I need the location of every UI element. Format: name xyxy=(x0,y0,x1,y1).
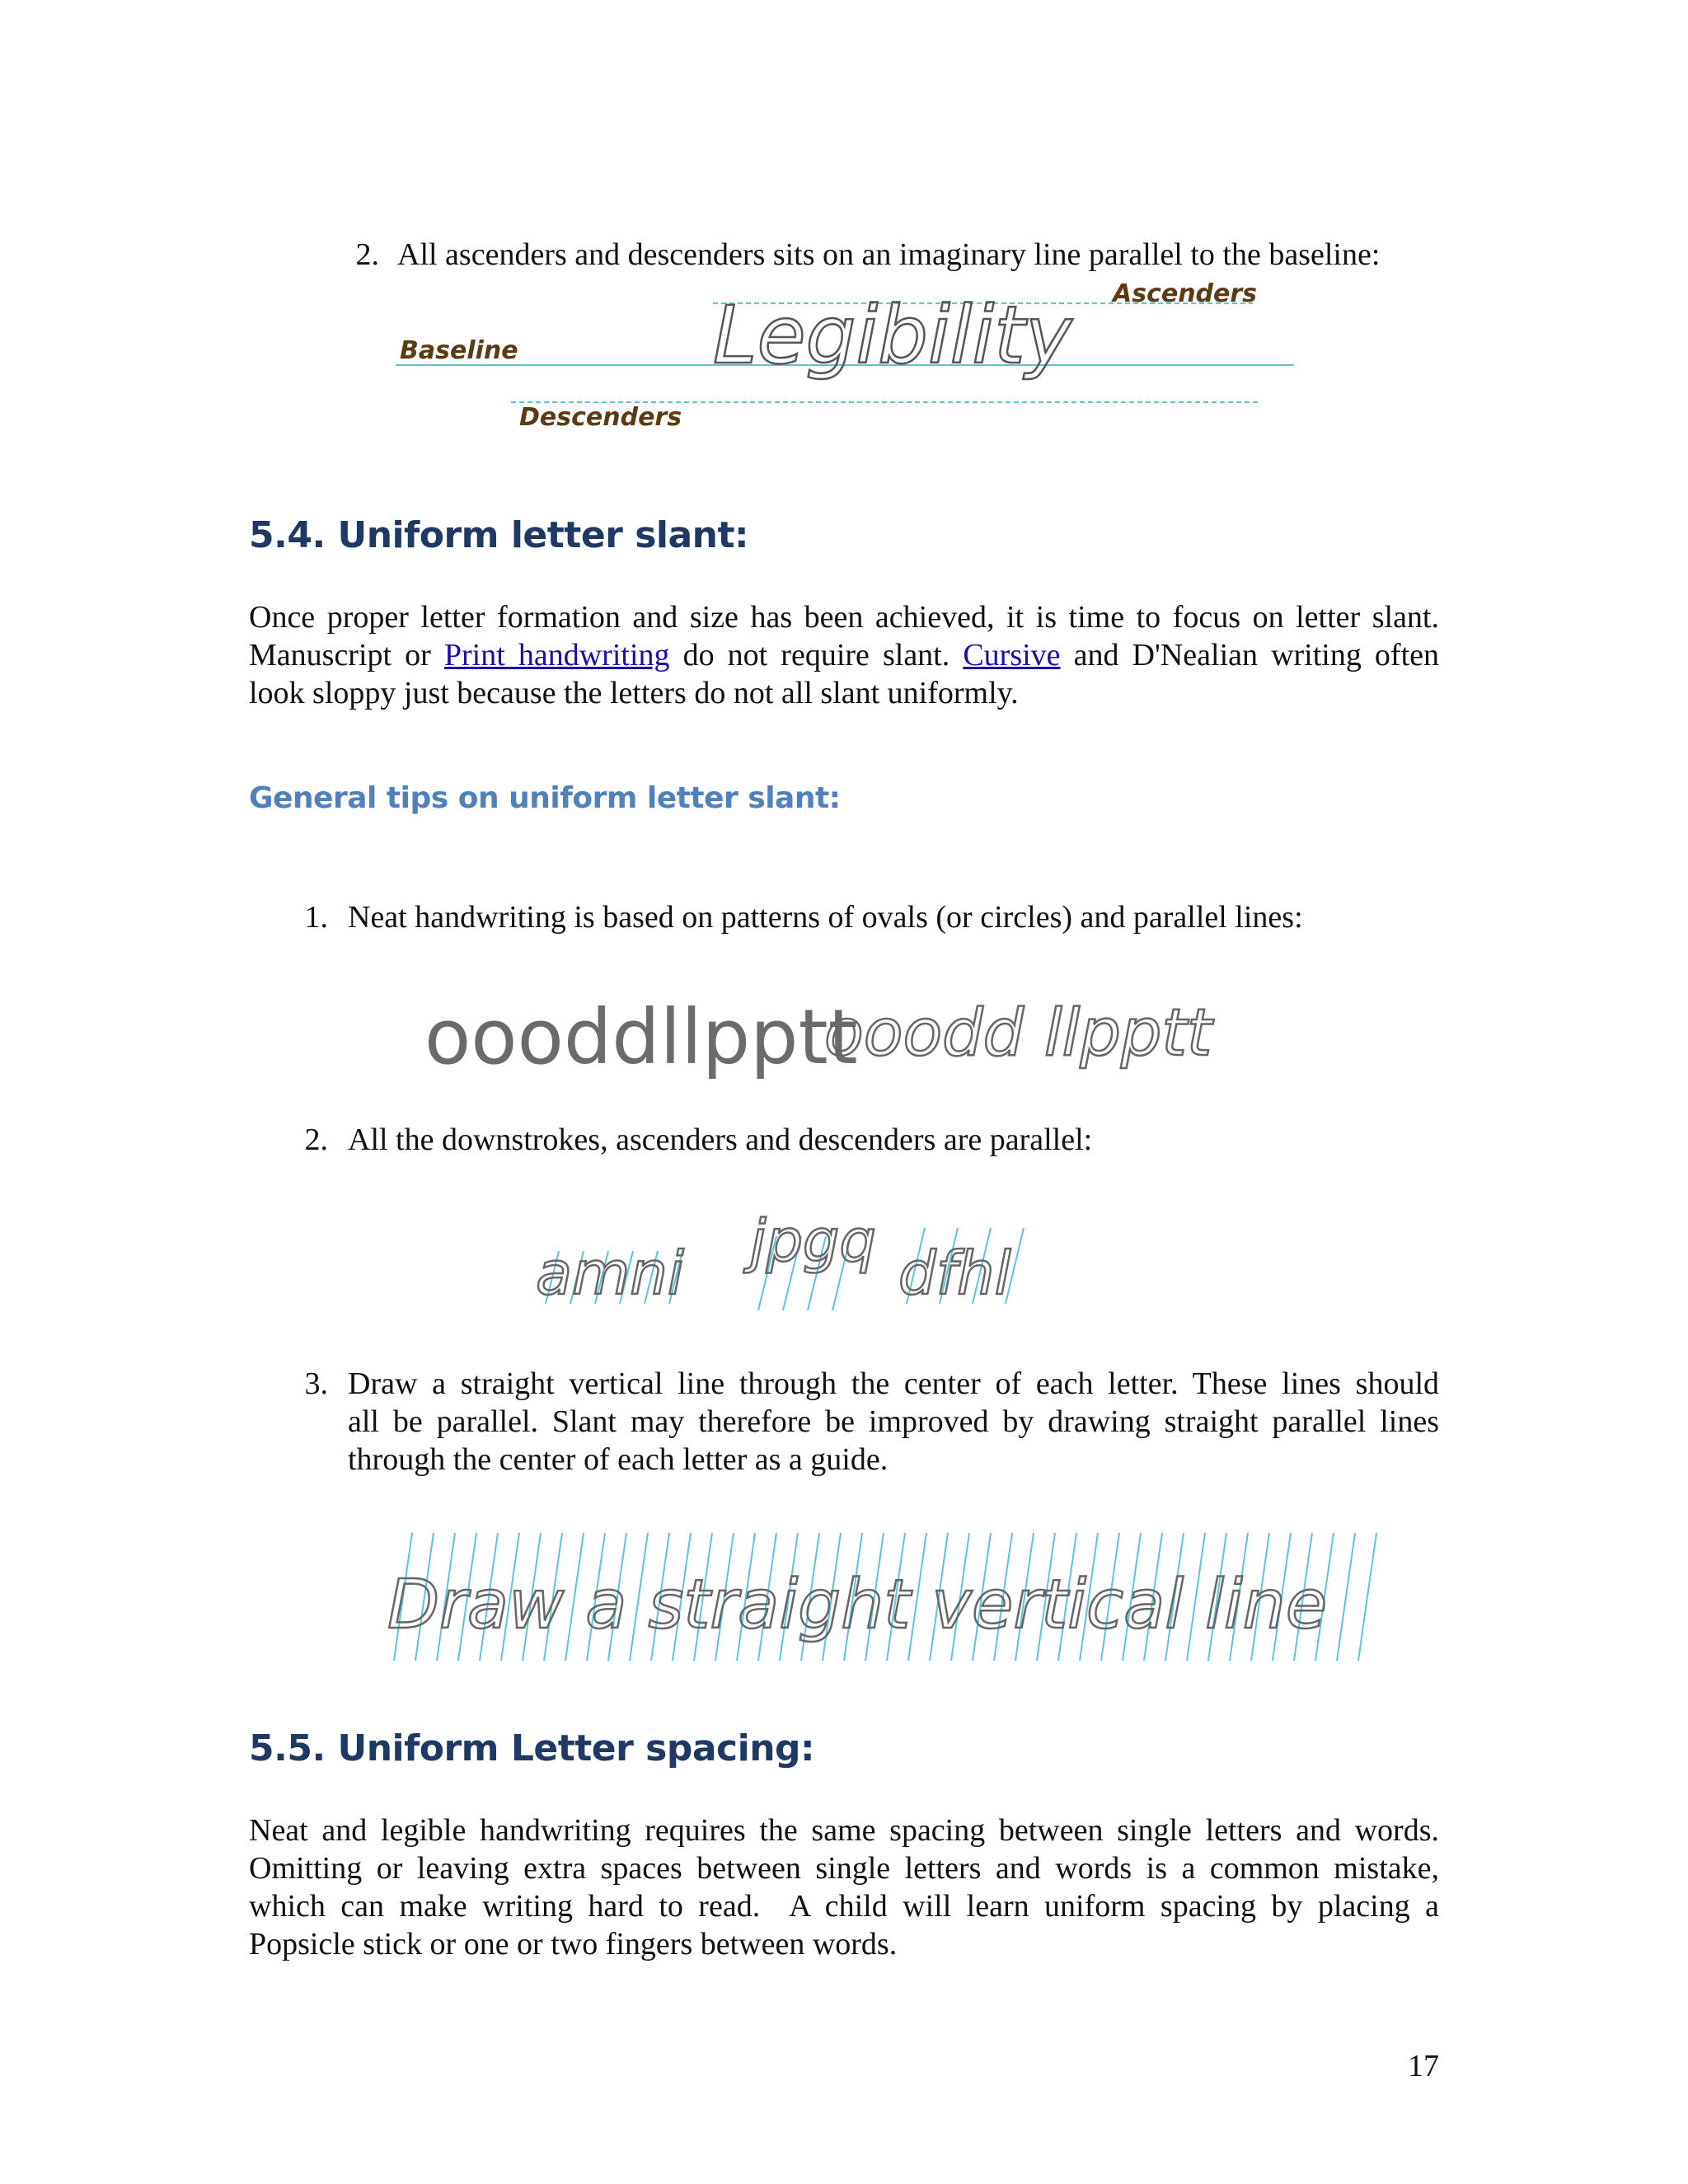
legibility-diagram xyxy=(387,272,1311,445)
list-number: 2. xyxy=(355,237,379,272)
paragraph-line: look sloppy just because the letters do not all slant uniformly. xyxy=(249,676,1019,710)
print-letters: oooddllpptt xyxy=(424,993,858,1081)
tip-number: 3. xyxy=(304,1366,328,1401)
subheading-tips: General tips on uniform letter slant: xyxy=(249,781,841,815)
text-fragment: Manuscript or xyxy=(249,638,444,673)
slant-guide-line xyxy=(1358,1533,1376,1661)
page-number: 17 xyxy=(1408,2049,1439,2083)
slant-diagram xyxy=(379,1525,1418,1673)
label-baseline: Baseline xyxy=(400,336,518,365)
slant-sample-text: Draw a straight vertical line xyxy=(387,1566,1328,1644)
figure-parallel xyxy=(511,1187,1170,1327)
paragraph-line: Omitting or leaving extra spaces between single letters and words is a common mistake, xyxy=(249,1851,1439,1886)
paragraph-slant xyxy=(249,598,1439,712)
tip-line: Draw a straight vertical line through the center of each letter. These lines should xyxy=(348,1366,1439,1401)
cursive-link[interactable]: Cursive xyxy=(963,638,1061,673)
paragraph-line: which can make writing hard to read. A child will learn uniform spacing by placing a xyxy=(249,1889,1439,1924)
paragraph-line: Neat and legible handwriting requires the same spacing between single letters and words. xyxy=(249,1813,1439,1848)
paragraph-line: Once proper letter formation and size has been achieved, it is time to focus on letter slant. xyxy=(249,600,1439,635)
ovals-diagram xyxy=(412,972,1286,1096)
paragraph-spacing xyxy=(249,1811,1439,1963)
tip-number: 2. xyxy=(304,1122,328,1157)
label-descenders: Descenders xyxy=(519,403,682,432)
paragraph-line xyxy=(249,636,1439,674)
paragraph-line: Popsicle stick or one or two fingers between words. xyxy=(249,1927,898,1961)
list-text: All ascenders and descenders sits on an imaginary line parallel to the baseline: xyxy=(397,237,1381,272)
label-ascenders: Ascenders xyxy=(1113,279,1258,308)
letters-amni: amni xyxy=(536,1239,684,1308)
tip-line: through the center of each letter as a guide. xyxy=(348,1442,889,1477)
legibility-word: Legibility xyxy=(713,289,1072,382)
letters-dfhl: dfhl xyxy=(898,1239,1011,1308)
text-fragment: and D'Nealian writing often xyxy=(1060,638,1439,673)
slant-guide-line xyxy=(1337,1533,1355,1661)
tip-text: All the downstrokes, ascenders and descenders are parallel: xyxy=(348,1122,1093,1157)
letters-jpgq: jpgq xyxy=(750,1207,876,1275)
tip-text-block xyxy=(348,1365,1439,1479)
text-fragment: do not require slant. xyxy=(669,638,964,673)
section-heading-5-4: 5.4. Uniform letter slant: xyxy=(249,514,749,556)
section-heading-5-5: 5.5. Uniform Letter spacing: xyxy=(249,1727,815,1769)
tip-text: Neat handwriting is based on patterns of ovals (or circles) and parallel lines: xyxy=(348,900,1303,935)
print-handwriting-link[interactable]: Print handwriting xyxy=(443,638,670,673)
figure-slant xyxy=(379,1525,1418,1673)
parallel-diagram xyxy=(511,1187,1170,1327)
italic-letters: ooodd llpptt xyxy=(824,996,1212,1071)
tip-line: all be parallel. Slant may therefore be improved by drawing straight parallel lines xyxy=(348,1404,1439,1439)
figure-ovals xyxy=(412,972,1286,1096)
tip-number: 1. xyxy=(304,900,328,935)
figure-legibility xyxy=(387,272,1311,445)
